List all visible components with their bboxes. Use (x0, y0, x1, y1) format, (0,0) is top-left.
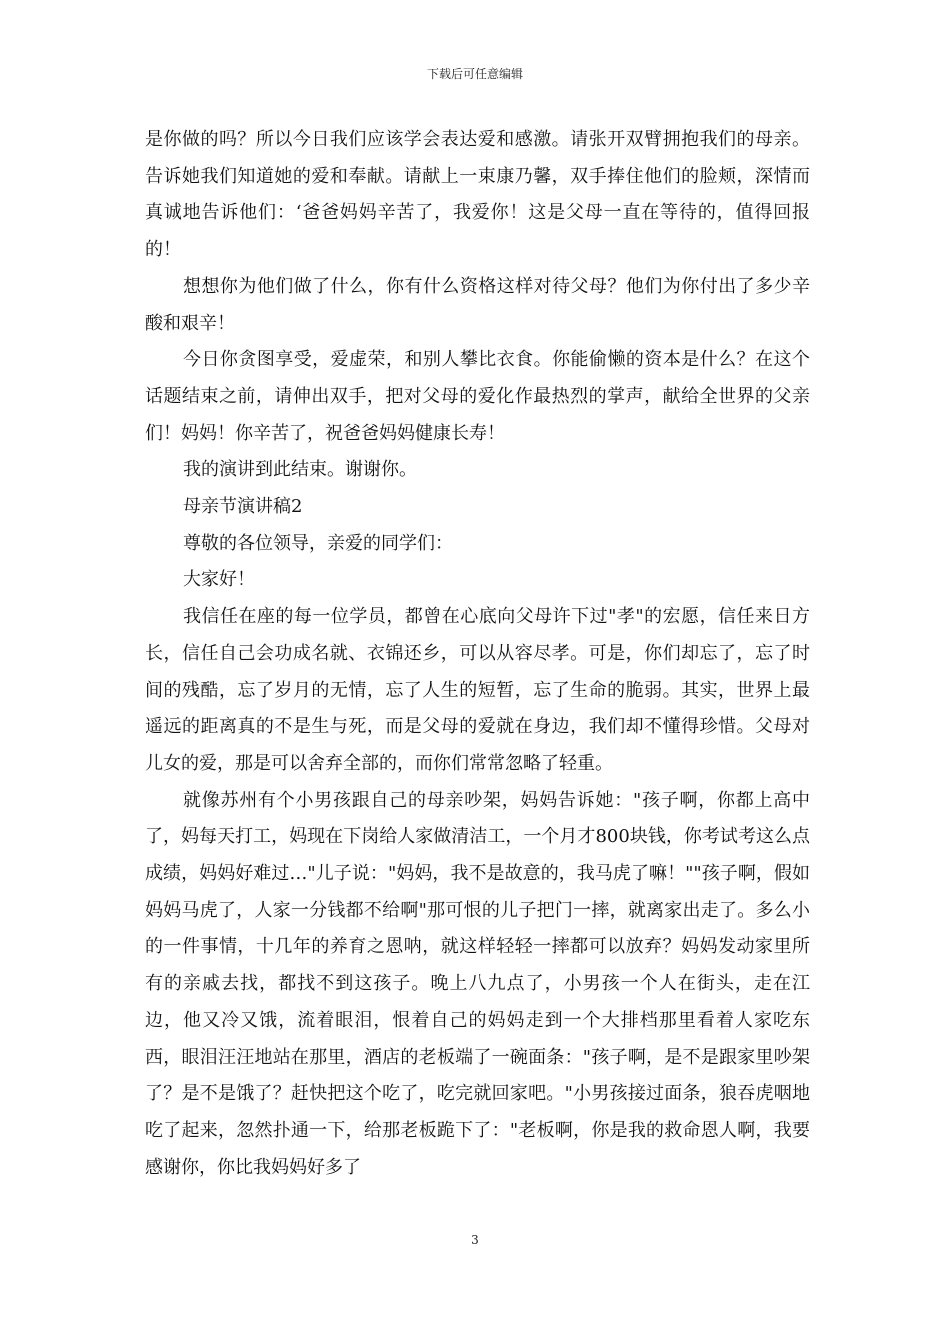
page-number: 3 (471, 1233, 479, 1247)
paragraph: 想想你为他们做了什么，你有什么资格这样对待父母？他们为你付出了多少辛酸和艰辛！ (145, 275, 810, 334)
paragraph: 就像苏州有个小男孩跟自己的母亲吵架，妈妈告诉她："孩子啊，你都上高中了，妈每天打工，妈现在下岗给人家做清洁工，一个月才800块钱，你考试考这么点成绩，妈妈好难过…"儿子说："妈妈，我不是故意的，我马虎了嘛！""孩子啊，假如妈妈马虎了，人家一分钱都不给啊"那可恨的儿子把门一摔，就离家出走了。多么小的一件事情，十几年的养育之恩呐，就这样轻轻一摔都可以放弃？妈妈发动家里所有的亲戚去找，都找不到这孩子。晚上八九点了，小男孩一个人在街头，走在江边，他又冷又饿，流着眼泪，恨着自己的妈妈走到一个大排档那里看着人家吃东西，眼泪汪汪地站在那里，酒店的老板端了一碗面条："孩子啊，是不是跟家里吵架了？是不是饿了？赶快把这个吃了，吃完就回家吧。"小男孩接过面条，狼吞虎咽地吃了起来，忽然扑通一下，给那老板跪下了："老板啊，你是我的救命恩人啊，我要感谢你，你比我妈妈好多了 (145, 789, 810, 1178)
paragraph-closing: 我的演讲到此结束。谢谢你。 (183, 459, 417, 481)
paragraph: 今日你贪图享受，爱虚荣，和别人攀比衣食。你能偷懒的资本是什么？在这个话题结束之前，请伸出双手，把对父母的爱化作最热烈的掌声，献给全世界的父亲们！妈妈！你辛苦了，祝爸爸妈妈健康长寿！ (145, 349, 810, 444)
page-header: 下载后可任意编辑 (426, 67, 523, 81)
paragraph: 我信任在座的每一位学员，都曾在心底向父母许下过"孝"的宏愿，信任来日方长，信任自己会功成名就、衣锦还乡，可以从容尽孝。可是，你们却忘了，忘了时间的残酷，忘了岁月的无情，忘了人生的短暂，忘了生命的脆弱。其实，世界上最遥远的距离真的不是生与死，而是父母的爱就在身边，我们却不懂得珍惜。父母对儿女的爱，那是可以舍弃全部的，而你们常常忽略了轻重。 (145, 606, 810, 774)
paragraph-continuation: 是你做的吗？所以今日我们应该学会表达爱和感激。请张开双臂拥抱我们的母亲。告诉她我们知道她的爱和奉献。请献上一束康乃馨，双手捧住他们的脸颊，深情而真诚地告诉他们：‘爸爸妈妈辛苦了，我爱你！这是父母一直在等待的，值得回报的！ (145, 129, 810, 261)
salutation: 尊敬的各位领导，亲爱的同学们： (183, 532, 453, 554)
greeting: 大家好！ (183, 569, 255, 591)
document-body (145, 122, 810, 1186)
speech-title: 母亲节演讲稿2 (183, 496, 303, 518)
